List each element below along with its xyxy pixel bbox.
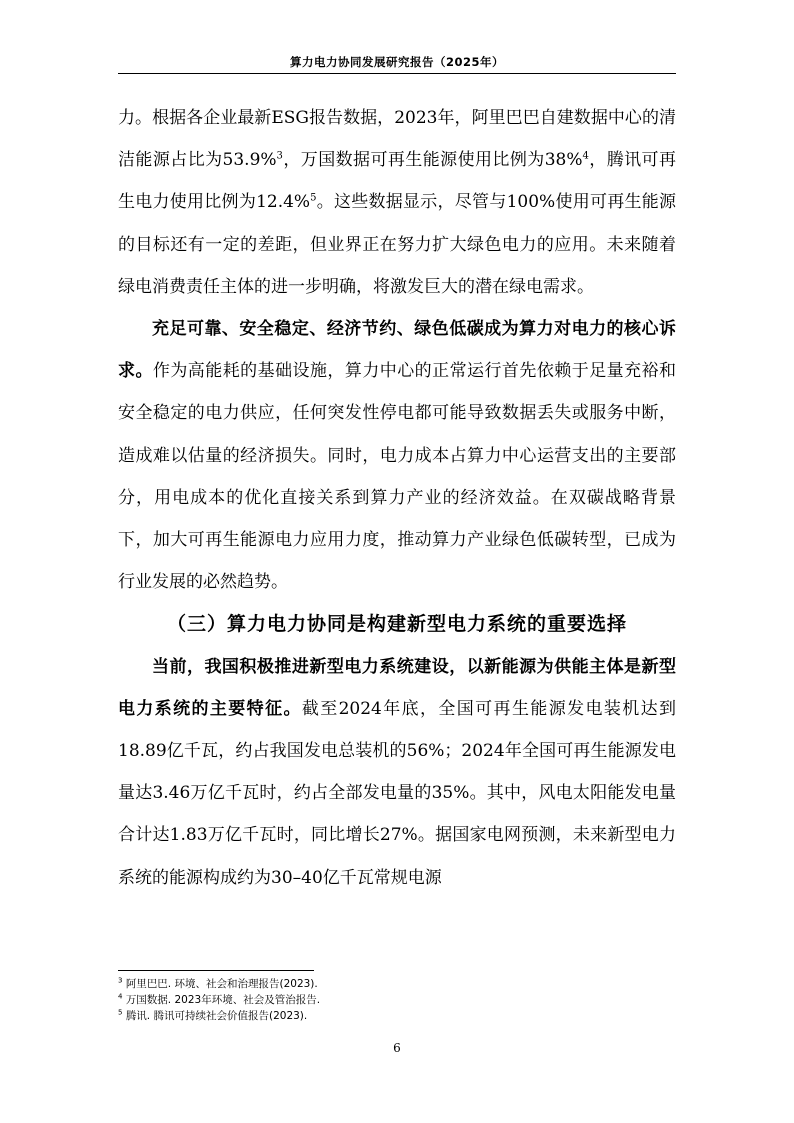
footnote-ref[interactable]: 3 <box>276 150 283 162</box>
footnote: $^3$ 阿里巴巴. 环境、社会和治理报告(2023). <box>118 976 318 990</box>
paragraph-lead: 充足可靠、安全稳定、经济节约、绿色低碳成为算力对电力的核心诉求。 <box>118 319 676 382</box>
section-heading: （三）算力电力协同是构建新型电力系统的重要选择 <box>166 613 627 636</box>
footnotes <box>118 976 676 1024</box>
footnote: $^5$ 腾讯. 腾讯可持续社会价值报告(2023). <box>118 1008 308 1022</box>
header-divider <box>118 73 676 74</box>
paragraph-lead: 当前，我国积极推进新型电力系统建设，以新能源为供能主体是新型电力系统的主要特征。 <box>118 656 676 719</box>
footnote: $^4$ 万国数据. 2023年环境、社会及管治报告. <box>118 992 321 1006</box>
footnote-ref[interactable]: 4 <box>582 150 589 162</box>
running-header: 算力电力协同发展研究报告（2025年） <box>289 55 504 69</box>
paragraph-green-power: 力。根据各企业最新ESG报告数据，2023年，阿里巴巴自建数据中心的清洁能源占比为53.9%$^3$，万国数据可再生能源使用比例为38%$^4$，腾讯可再生电力使用比例为12.4%$^5$。这些数据显示，尽管与100%使用可再生能源的目标还有一定的差距，但业界正在努力扩大绿色电力的应用。未来随着绿电消费责任主体的进一步明确，将激发巨大的潜在绿电需求。 <box>118 108 676 297</box>
paragraph-core-demands: 充足可靠、安全稳定、经济节约、绿色低碳成为算力对电力的核心诉求。作为高能耗的基础设施，算力中心的正常运行首先依赖于足量充裕和安全稳定的电力供应，任何突发性停电都可能导致数据丢失或服务中断，造成难以估量的经济损失。同时，电力成本占算力中心运营支出的主要部分，用电成本的优化直接关系到算力产业的经济效益。在双碳战略背景下，加大可再生能源电力应用力度，推动算力产业绿色低碳转型，已成为行业发展的必然趋势。 <box>118 319 677 593</box>
footnote-ref[interactable]: 5 <box>310 192 317 204</box>
paragraph-new-power-system: 当前，我国积极推进新型电力系统建设，以新能源为供能主体是新型电力系统的主要特征。截至2024年底，全国可再生能源发电装机达到18.89亿千瓦，约占我国发电总装机的56%；2024年全国可再生能源发电量达3.46万亿千瓦时，约占全部发电量的35%。其中，风电太阳能发电量合计达1.83万亿千瓦时，同比增长27%。据国家电网预测，未来新型电力系统的能源构成约为30–40亿千瓦常规电源 <box>118 656 677 888</box>
main-content <box>118 97 676 899</box>
footnote-divider <box>118 970 314 971</box>
page-number: 6 <box>393 1041 401 1055</box>
